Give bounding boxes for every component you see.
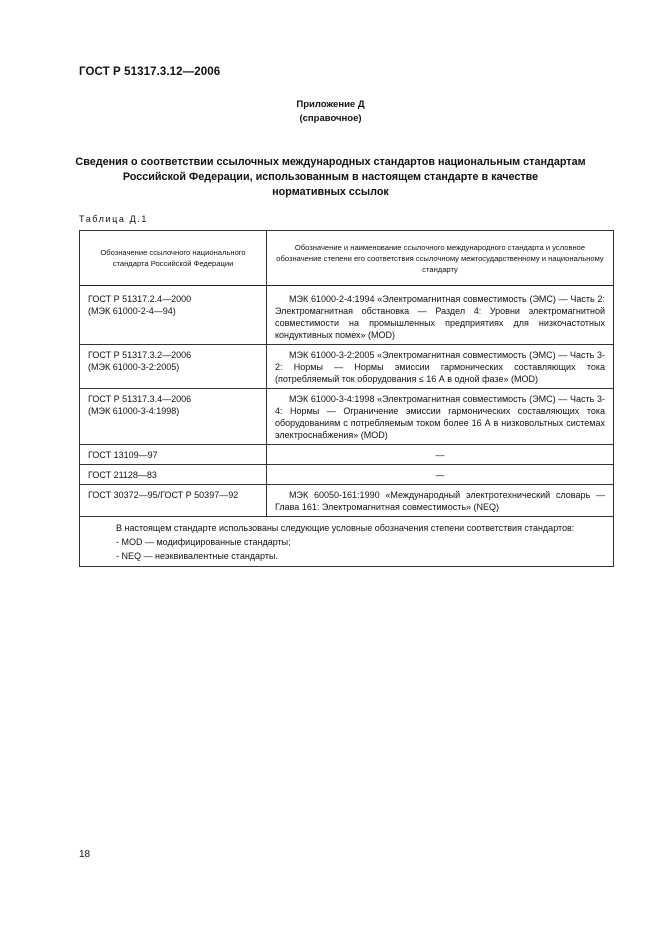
table-footnote-row [80,517,614,567]
standard-code: ГОСТ Р 51317.3.4—2006 [88,394,192,404]
standard-code: ГОСТ 13109—97 [88,450,158,460]
appendix-subtitle: (справочное) [299,113,362,124]
standard-iec-ref: (МЭК 61000-2-4—94) [88,306,176,316]
document-title-line-2: Российской Федерации, использованным в настоящем стандарте в качестве [122,171,539,183]
international-standard-cell [267,445,614,465]
table-row [80,389,614,445]
appendix-title: Приложение Д [296,99,365,110]
international-standard-cell [267,465,614,485]
reference-table [79,230,614,567]
table-row [80,445,614,465]
footnote-intro: В настоящем стандарте использованы следующие условные обозначения степени соответствия стандартов: [116,523,575,533]
national-standard-cell [80,445,267,465]
table-caption: Таблица Д.1 [79,214,148,224]
table-footnote [80,517,614,567]
international-standard-cell [267,286,614,345]
international-standard-cell [267,389,614,445]
table-row [80,345,614,389]
document-title-line-3: нормативных ссылок [272,186,389,198]
standard-description: — [435,450,445,460]
standard-description: МЭК 61000-3-4:1998 «Электромагнитная совместимость (ЭМС) — Часть 3-4: Нормы — Ограничение эмиссии гармонических составляющих тока оборудованиям с потребляемым током более 16 А в низковольтных системах электроснабжения» (MOD) [275,394,605,440]
table-row [80,286,614,345]
standard-code: ГОСТ 30372—95/ГОСТ Р 50397—92 [88,490,239,500]
document-title [60,155,601,200]
national-standard-cell [80,465,267,485]
footnote-item-mod: - MOD — модифицированные стандарты; [116,537,291,547]
standard-code: ГОСТ Р 51317.2.4—2000 [88,294,192,304]
document-title-line-1: Сведения о соответствии ссылочных международных стандартов национальным стандартам [75,156,586,168]
standard-iec-ref: (МЭК 61000-3-4:1998) [88,406,180,416]
national-standard-cell [80,345,267,389]
standard-code: ГОСТ 21128—83 [88,470,157,480]
standard-description: МЭК 60050-161:1990 «Международный электротехнический словарь — Глава 161: Электромагнитная совместимость» (NEQ) [275,490,605,512]
header-national-standard: Обозначение ссылочного национального стандарта Российской Федерации [80,231,267,286]
standard-description: — [435,470,445,480]
national-standard-cell [80,389,267,445]
standard-iec-ref: (МЭК 61000-3-2:2005) [88,362,180,372]
table-row [80,465,614,485]
national-standard-cell [80,485,267,517]
standard-description: МЭК 61000-3-2:2005 «Электромагнитная совместимость (ЭМС) — Часть 3-2: Нормы — Нормы эмиссии гармонических составляющих тока (потребляемый ток оборудования ≤ 16 А в одной фазе» (MOD) [275,350,605,384]
footnote-item-neq: - NEQ — неэквивалентные стандарты. [116,551,278,561]
national-standard-cell [80,286,267,345]
page-header-standard-id: ГОСТ Р 51317.3.12—2006 [79,66,221,78]
international-standard-cell [267,345,614,389]
international-standard-cell [267,485,614,517]
table-header-row [80,231,614,286]
page-number: 18 [79,849,91,860]
standard-description: МЭК 61000-2-4:1994 «Электромагнитная совместимость (ЭМС) — Часть 2: Электромагнитная обстановка — Раздел 4: Уровни электромагнитной совместимости на промышленных предприятиях для низкочастотных кондуктивных помех» (MOD) [275,294,605,340]
standard-code: ГОСТ Р 51317.3.2—2006 [88,350,192,360]
table-row [80,485,614,517]
header-international-standard: Обозначение и наименование ссылочного международного стандарта и условное обозначение степени его соответствия ссылочному межгосударственному и национальному стандарту [267,231,614,286]
